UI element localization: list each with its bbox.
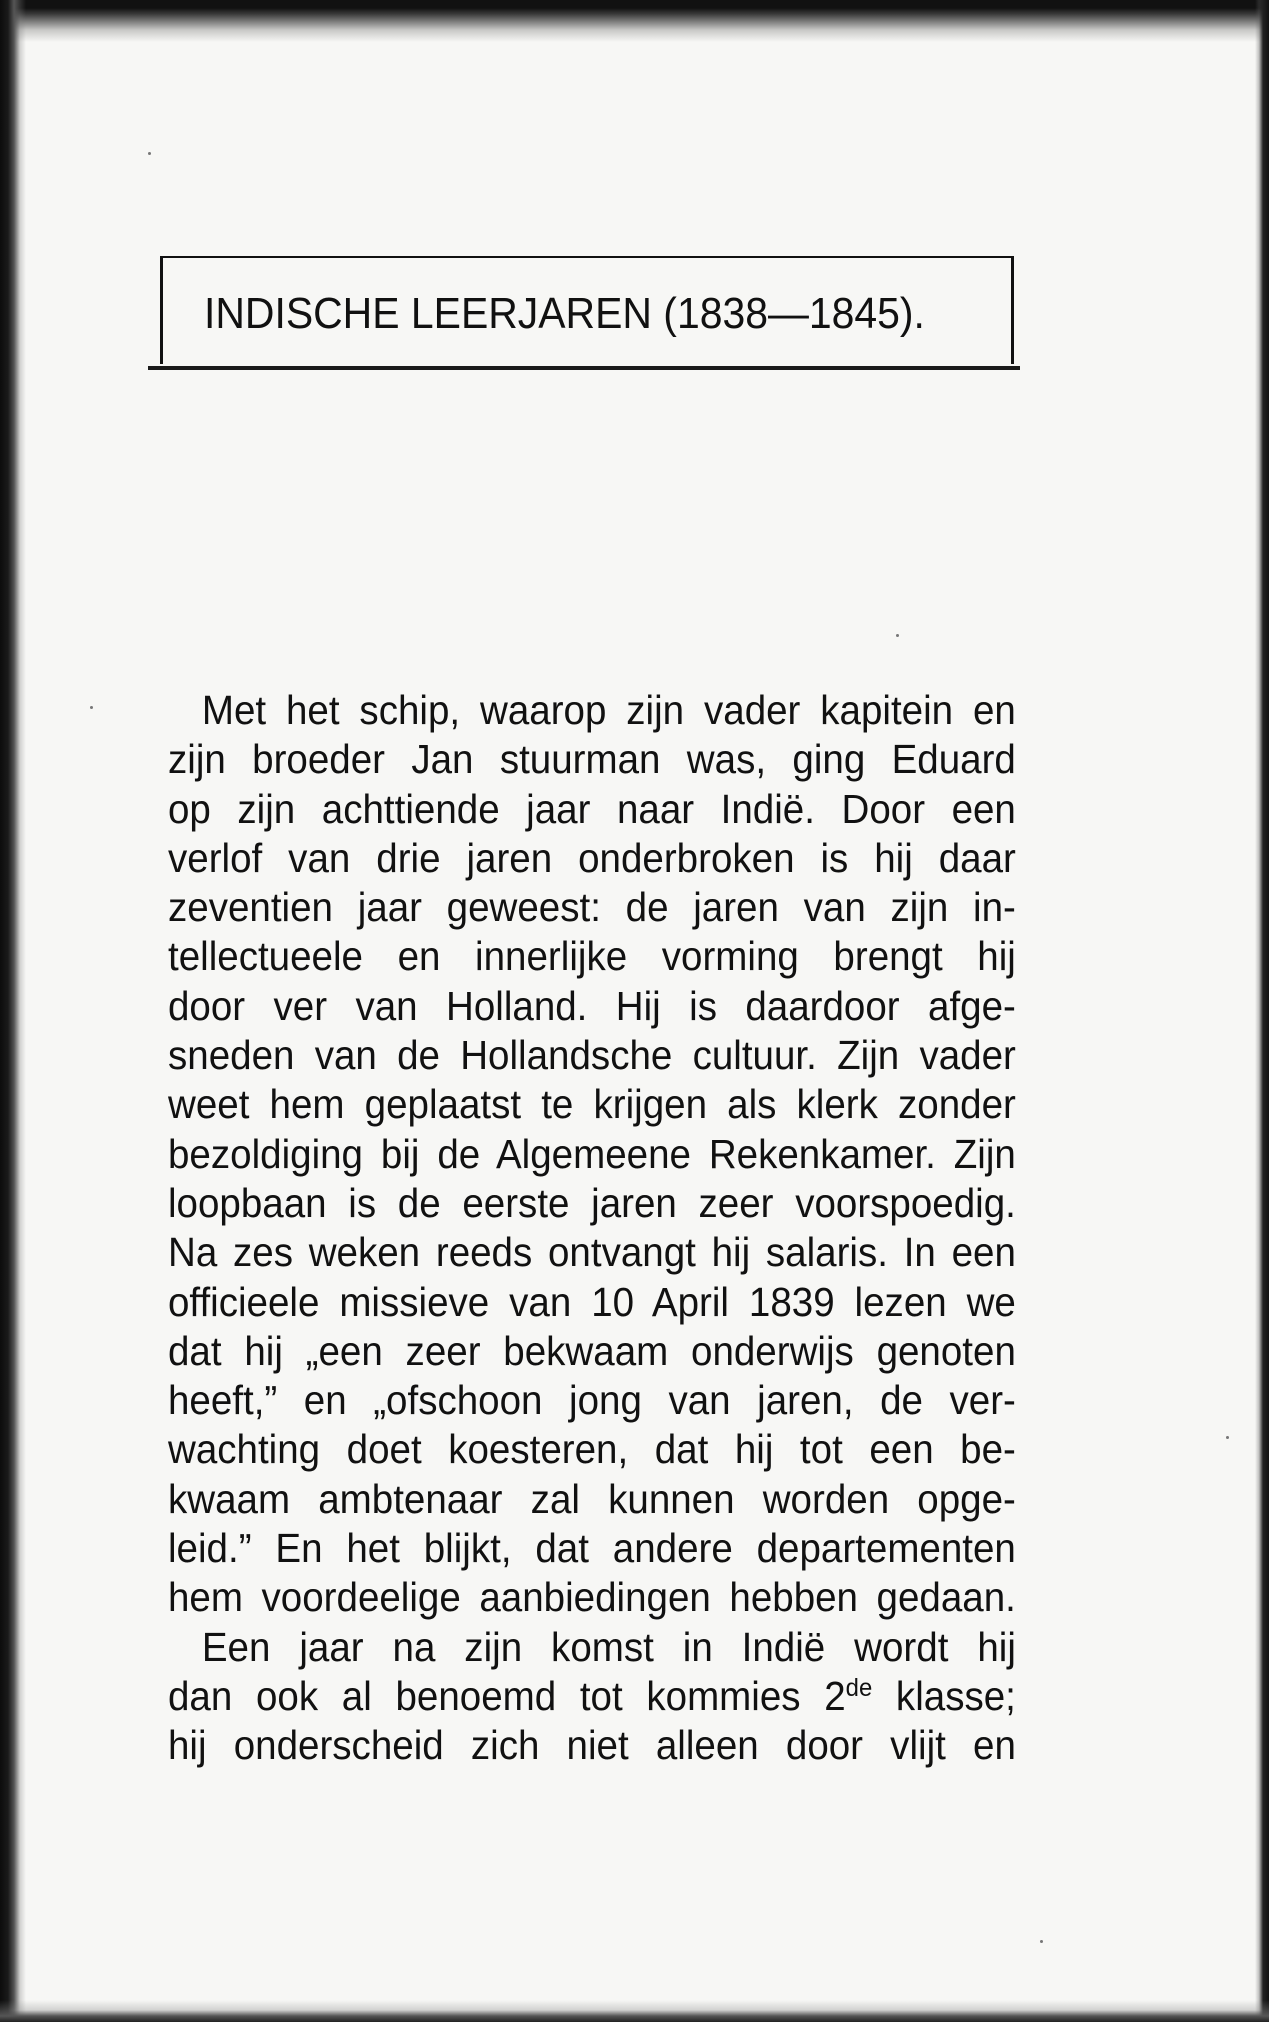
scan-speck xyxy=(896,634,899,637)
text-line: verlof van drie jaren onderbroken is hij daar xyxy=(168,834,1016,881)
text-line: hem voordeelige aanbiedingen hebben gedaan. xyxy=(168,1574,1016,1621)
text-line: hij onderscheid zich niet alleen door vlijt en xyxy=(168,1722,1016,1769)
scan-speck xyxy=(90,706,93,709)
scan-edge-bottom xyxy=(0,2000,1269,2022)
text-line: bezoldiging bij de Algemeene Rekenkamer. Zijn xyxy=(168,1130,1016,1177)
text-line: Na zes weken reeds ontvangt hij salaris. In een xyxy=(168,1229,1016,1276)
scan-speck xyxy=(148,152,151,155)
text-line: loopbaan is de eerste jaren zeer voorspoedig. xyxy=(168,1179,1016,1226)
scan-speck xyxy=(1226,1436,1229,1439)
text-line: zeventien jaar geweest: de jaren van zijn in- xyxy=(168,884,1016,931)
chapter-title-rule xyxy=(148,366,1020,370)
text-line: Met het schip, waarop zijn vader kapitein en xyxy=(201,687,1016,733)
scan-edge-left xyxy=(0,0,26,2022)
text-line: weet hem geplaatst te krijgen als klerk zonder xyxy=(168,1081,1016,1128)
text-line: kwaam ambtenaar zal kunnen worden opge- xyxy=(168,1475,1016,1522)
scan-edge-top xyxy=(0,0,1269,42)
text-line: door ver van Holland. Hij is daardoor afge- xyxy=(168,982,1016,1029)
text-line: leid.” En het blijkt, dat andere departementen xyxy=(168,1525,1016,1572)
scan-speck xyxy=(1040,1940,1043,1943)
text-fragment: dan ook al benoemd tot kommies 2 xyxy=(168,1672,846,1719)
superscript-ordinal: de xyxy=(845,1673,873,1702)
text-fragment: klasse; xyxy=(872,1672,1016,1719)
text-line: op zijn achttiende jaar naar Indië. Door een xyxy=(168,785,1016,832)
text-line: Een jaar na zijn komst in Indië wordt hij xyxy=(201,1623,1016,1670)
text-line: officieele missieve van 10 April 1839 lezen we xyxy=(168,1278,1016,1325)
text-line xyxy=(168,1672,1016,1721)
scan-edge-right xyxy=(1255,0,1269,2022)
text-line: dat hij „een zeer bekwaam onderwijs genoten xyxy=(168,1327,1016,1374)
text-line: wachting doet koesteren, dat hij tot een be- xyxy=(168,1426,1016,1473)
chapter-title: INDISCHE LEERJAREN (1838—1845). xyxy=(204,289,925,338)
text-line: heeft,” en „ofschoon jong van jaren, de ver- xyxy=(168,1377,1016,1424)
text-line: tellectueele en innerlijke vorming brengt hij xyxy=(168,933,1016,980)
body-paragraphs xyxy=(168,686,1016,1771)
text-line: zijn broeder Jan stuurman was, ging Eduard xyxy=(168,736,1016,783)
text-line: sneden van de Hollandsche cultuur. Zijn vader xyxy=(168,1032,1016,1079)
